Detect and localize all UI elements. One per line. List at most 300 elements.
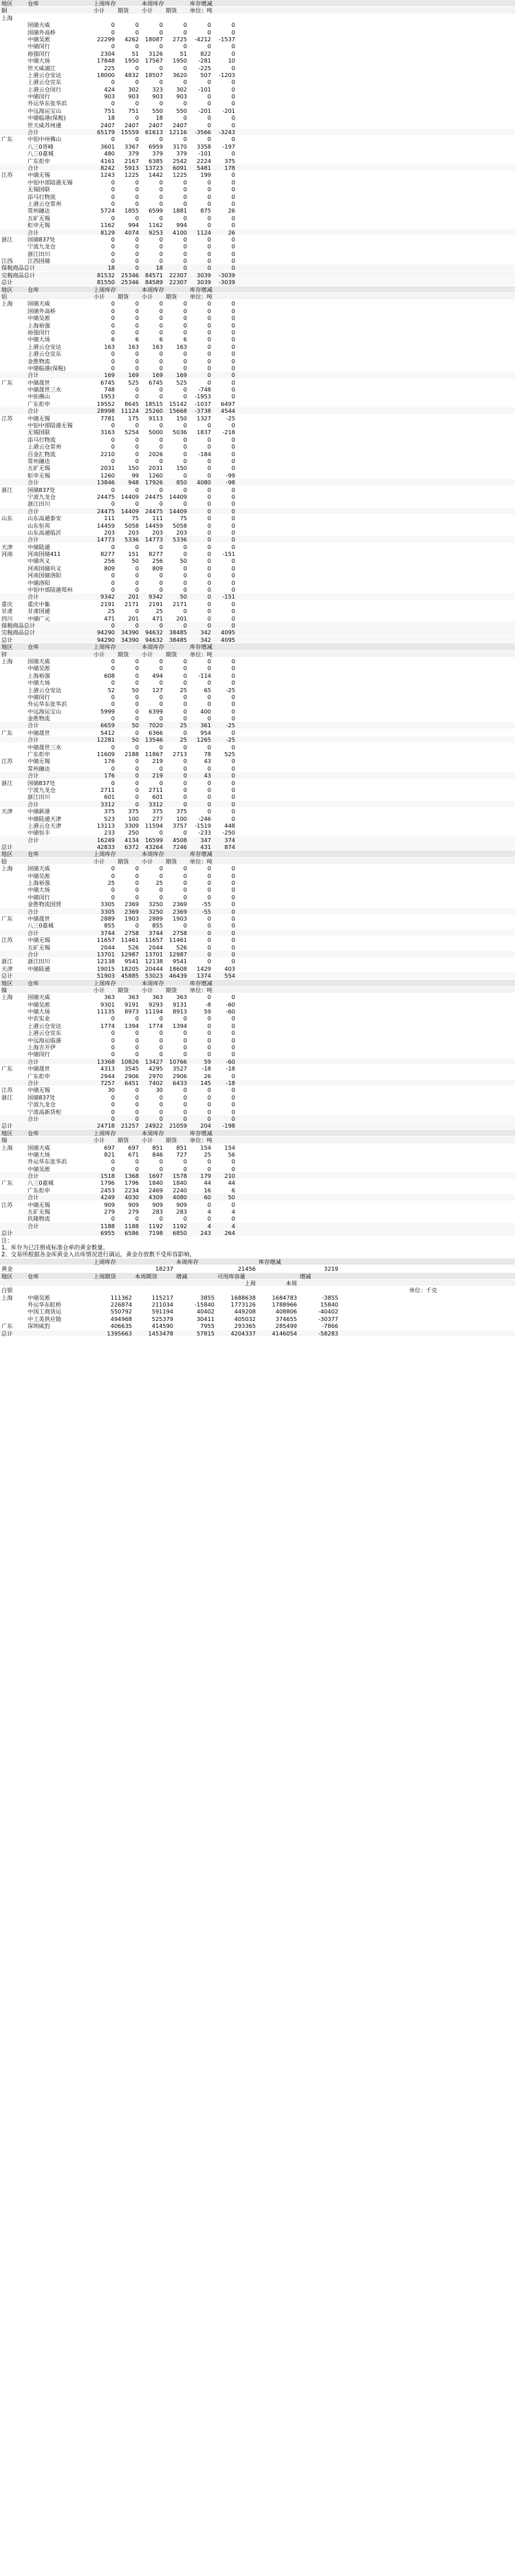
- region-cell: [0, 336, 26, 342]
- region-cell: [0, 65, 26, 71]
- region-cell: [0, 322, 26, 328]
- last-futures-cell: 50: [131, 686, 139, 694]
- last-futures-cell: 0: [135, 1051, 139, 1058]
- change-futures-cell: 0: [231, 800, 235, 808]
- metal-name: 锡: [1, 1137, 8, 1144]
- change-futures-cell: -250: [222, 829, 235, 837]
- header-futures: 期货: [118, 1137, 129, 1144]
- last-futures-cell: 250: [128, 829, 139, 837]
- last-subtotal-cell: 2453: [100, 1186, 115, 1194]
- change-futures-cell: 0: [231, 1101, 235, 1108]
- last-subtotal-cell: 0: [111, 1044, 115, 1051]
- last-futures-cell: 11461: [120, 936, 139, 944]
- last-futures-cell: 1188: [124, 1222, 139, 1230]
- change-subtotal-cell: -748: [198, 386, 211, 394]
- warehouse-cell: 中远海运宝山: [28, 707, 62, 715]
- silver-cell-7: -3855: [322, 1294, 338, 1301]
- change-futures-cell: 0: [231, 793, 235, 801]
- header-last-week: 上周库存: [94, 1129, 116, 1137]
- last-futures-cell: 0: [135, 543, 139, 550]
- table-row: [0, 879, 515, 886]
- table-row: [0, 386, 515, 393]
- this-futures-cell: 0: [183, 1108, 187, 1115]
- this-subtotal-cell: 0: [159, 235, 163, 243]
- change-subtotal-cell: 0: [207, 929, 211, 936]
- change-futures-cell: 0: [231, 214, 235, 222]
- region-cell: [0, 1058, 26, 1064]
- this-subtotal-cell: 13723: [144, 164, 163, 171]
- change-subtotal-cell: -55: [201, 908, 211, 915]
- this-subtotal-cell: 0: [159, 393, 163, 400]
- region-cell: [0, 386, 26, 392]
- header-subtotal: 小计: [94, 7, 105, 14]
- this-subtotal-cell: 3126: [149, 50, 163, 57]
- header-futures: 期货: [118, 986, 129, 994]
- change-subtotal-cell: 0: [207, 43, 211, 50]
- this-subtotal-cell: 846: [152, 1150, 163, 1158]
- table-row: [0, 400, 515, 407]
- change-futures-cell: 0: [231, 343, 235, 350]
- last-subtotal-cell: 0: [111, 443, 115, 451]
- region-cell: 总计: [1, 972, 13, 980]
- table-row: [0, 1208, 515, 1215]
- silver-header-7: 增减: [300, 1272, 311, 1280]
- this-subtotal-cell: 6: [159, 336, 163, 343]
- this-futures-cell: 0: [183, 886, 187, 894]
- silver-cell-6: 1788966: [272, 1301, 297, 1309]
- silver-cell-1: 深圳威豹: [28, 1322, 50, 1330]
- table-row: [0, 751, 515, 758]
- change-subtotal-cell: 1374: [197, 972, 211, 980]
- last-subtotal-cell: 0: [111, 186, 115, 193]
- total-row: [0, 1115, 515, 1122]
- this-subtotal-cell: 2044: [149, 943, 163, 951]
- header-change: 库存增减: [190, 643, 212, 651]
- this-subtotal-cell: 0: [159, 886, 163, 894]
- warehouse-cell: 中铝中部陆港无锡: [28, 422, 73, 429]
- note-text: 注：: [1, 1236, 13, 1244]
- region-cell: [0, 879, 26, 886]
- this-subtotal-cell: 0: [159, 328, 163, 336]
- this-futures-cell: 0: [183, 450, 187, 458]
- warehouse-cell: 中储闵行: [28, 43, 50, 50]
- this-futures-cell: 0: [183, 772, 187, 780]
- this-subtotal-cell: 1840: [149, 1179, 163, 1187]
- change-futures-cell: 0: [231, 557, 235, 565]
- warehouse-cell: 中储晟世: [28, 378, 50, 386]
- warehouse-cell: 宁波九龙仓: [28, 243, 56, 250]
- region-cell: [0, 872, 26, 879]
- last-futures-cell: 0: [135, 43, 139, 50]
- last-subtotal-cell: 0: [111, 364, 115, 372]
- last-futures-cell: 1796: [124, 1179, 139, 1187]
- change-subtotal-cell: -281: [198, 57, 211, 65]
- change-futures-cell: 0: [231, 28, 235, 36]
- header-subtotal: 小计: [142, 293, 153, 301]
- this-subtotal-cell: 0: [159, 21, 163, 29]
- last-subtotal-cell: 1518: [100, 1172, 115, 1180]
- this-futures-cell: 0: [183, 314, 187, 322]
- change-subtotal-cell: 3358: [197, 142, 211, 150]
- silver-cell-2: 111362: [110, 1294, 132, 1301]
- region-cell: [0, 1001, 26, 1007]
- last-subtotal-cell: 821: [104, 1150, 115, 1158]
- last-futures-cell: 279: [128, 1208, 139, 1216]
- region-cell: [0, 122, 26, 128]
- change-futures-cell: 0: [231, 43, 235, 50]
- last-subtotal-cell: 2711: [100, 786, 115, 793]
- header-last-week: 上周库存: [94, 643, 116, 651]
- change-futures-cell: 0: [231, 1158, 235, 1166]
- change-futures-cell: 0: [231, 958, 235, 965]
- last-subtotal-cell: 2944: [100, 1072, 115, 1080]
- total-row: [0, 1194, 515, 1201]
- warehouse-cell: 中储晟世: [28, 729, 50, 736]
- table-row: [0, 901, 515, 908]
- table-row: [0, 872, 515, 879]
- table-row: [0, 1044, 515, 1051]
- this-subtotal-cell: 11194: [144, 1008, 163, 1016]
- region-cell: [0, 72, 26, 78]
- total-row: [0, 279, 515, 286]
- change-futures-cell: 0: [231, 886, 235, 894]
- change-futures-cell: -98: [226, 479, 235, 486]
- region-cell: 广东: [1, 1065, 13, 1073]
- region-cell: [0, 43, 26, 49]
- region-cell: [0, 422, 26, 428]
- silver-cell-5: 293365: [234, 1322, 256, 1330]
- last-subtotal-cell: 2210: [100, 450, 115, 458]
- change-subtotal-cell: 0: [207, 422, 211, 429]
- this-subtotal-cell: 0: [159, 657, 163, 665]
- last-subtotal-cell: 4249: [100, 1194, 115, 1201]
- last-futures-cell: 0: [135, 21, 139, 29]
- header-warehouse: 仓库: [28, 850, 39, 858]
- last-subtotal-cell: 233: [104, 829, 115, 837]
- this-futures-cell: 0: [183, 865, 187, 872]
- table-row: [0, 550, 515, 557]
- this-subtotal-cell: 0: [159, 1044, 163, 1051]
- last-subtotal-cell: 256: [104, 557, 115, 565]
- table-row: [0, 472, 515, 479]
- region-cell: [0, 837, 26, 843]
- region-cell: [0, 57, 26, 63]
- this-futures-cell: 1578: [173, 1172, 187, 1180]
- last-futures-cell: 6451: [124, 1079, 139, 1086]
- warehouse-cell: 中储陆通: [28, 543, 50, 550]
- this-subtotal-cell: 363: [152, 994, 163, 1001]
- change-futures-cell: 0: [231, 328, 235, 336]
- table-row: [0, 179, 515, 186]
- header-this-week: 本周库存: [142, 286, 164, 293]
- table-row: [0, 186, 515, 193]
- this-futures-cell: 2171: [173, 600, 187, 608]
- last-subtotal-cell: 11609: [96, 751, 115, 758]
- warehouse-cell: 广东炬申: [28, 1072, 50, 1080]
- region-cell: [0, 479, 26, 485]
- silver-cell-3: 211034: [151, 1301, 173, 1309]
- change-futures-cell: -218: [222, 429, 235, 436]
- last-futures-cell: 302: [128, 85, 139, 93]
- warehouse-cell: 世天威苏州通: [28, 121, 62, 129]
- warehouse-cell: 中储吴淞: [28, 665, 50, 672]
- last-futures-cell: 4832: [124, 71, 139, 78]
- warehouse-cell: 宁波九龙仓: [28, 493, 56, 500]
- table-row: [0, 994, 515, 1000]
- change-futures-cell: 0: [231, 1201, 235, 1208]
- header-last-week: 上周库存: [94, 286, 116, 293]
- region-cell: 天津: [1, 808, 13, 815]
- last-futures-cell: 0: [135, 235, 139, 243]
- header-subtotal: 小计: [94, 650, 105, 658]
- this-futures-cell: 0: [183, 729, 187, 736]
- change-subtotal-cell: 199: [200, 171, 211, 179]
- this-futures-cell: 0: [183, 829, 187, 837]
- change-futures-cell: 0: [231, 1115, 235, 1122]
- last-futures-cell: 15559: [120, 129, 139, 136]
- total-row: [0, 951, 515, 958]
- change-subtotal-cell: 0: [207, 1108, 211, 1115]
- table-row: [0, 922, 515, 929]
- this-subtotal-cell: 2026: [149, 450, 163, 458]
- region-cell: 甘肃: [1, 608, 13, 615]
- this-subtotal-cell: 471: [152, 614, 163, 622]
- warehouse-cell: 合计: [28, 593, 39, 601]
- silver-row: [0, 1330, 515, 1337]
- change-subtotal-cell: 0: [207, 114, 211, 122]
- region-cell: 总计: [1, 636, 13, 643]
- silver-cell-3: 115217: [151, 1294, 173, 1301]
- this-futures-cell: 8913: [173, 1008, 187, 1016]
- last-futures-cell: 34390: [120, 629, 139, 636]
- silver-cell-5: 4204337: [230, 1329, 256, 1337]
- last-futures-cell: 0: [135, 679, 139, 687]
- last-futures-cell: 0: [135, 328, 139, 336]
- region-cell: 完税商品总计: [1, 629, 36, 636]
- this-futures-cell: 0: [183, 1165, 187, 1172]
- this-subtotal-cell: 7020: [149, 722, 163, 729]
- table-row: [0, 1215, 515, 1222]
- warehouse-cell: 中储临港(保税): [28, 364, 66, 372]
- this-futures-cell: 0: [183, 543, 187, 550]
- warehouse-cell: 裕强闵行: [28, 50, 50, 57]
- last-futures-cell: [116, 14, 140, 21]
- last-subtotal-cell: 0: [111, 1036, 115, 1044]
- change-subtotal-cell: 0: [207, 1115, 211, 1122]
- this-subtotal-cell: 0: [159, 700, 163, 708]
- last-futures-cell: 2167: [124, 157, 139, 164]
- this-futures-cell: 0: [183, 264, 187, 272]
- warehouse-cell: 中储新港: [28, 808, 50, 815]
- change-subtotal-cell: 5481: [197, 164, 211, 171]
- this-futures-cell: 0: [183, 1115, 187, 1122]
- silver-cell-6: 374655: [275, 1315, 297, 1322]
- change-subtotal-cell: -233: [198, 829, 211, 837]
- change-subtotal-cell: [188, 14, 212, 21]
- change-futures-cell: 525: [224, 751, 235, 758]
- this-futures-cell: 6091: [173, 164, 187, 171]
- region-cell: [0, 1015, 26, 1021]
- change-subtotal-cell: 0: [207, 893, 211, 901]
- change-futures-cell: 0: [231, 171, 235, 179]
- last-subtotal-cell: 0: [111, 200, 115, 207]
- last-futures-cell: 0: [135, 586, 139, 594]
- region-cell: [0, 50, 26, 56]
- table-row: [0, 14, 515, 21]
- change-subtotal-cell: 1124: [197, 228, 211, 236]
- total-row: [0, 736, 515, 743]
- last-subtotal-cell: 0: [111, 657, 115, 665]
- this-futures-cell: 0: [183, 621, 187, 629]
- change-subtotal-cell: 44: [204, 1179, 211, 1187]
- region-cell: 江苏: [1, 414, 13, 422]
- last-futures-cell: 1368: [124, 1172, 139, 1180]
- change-subtotal-cell: 0: [207, 922, 211, 930]
- change-subtotal-cell: 0: [207, 522, 211, 529]
- header-last-week: 上周库存: [94, 979, 116, 987]
- change-subtotal-cell: 0: [207, 186, 211, 193]
- warehouse-cell: 中储洛阳: [28, 579, 50, 586]
- last-subtotal-cell: 8277: [100, 550, 115, 558]
- total-row: [0, 629, 515, 636]
- warehouse-cell: 重庆中集: [28, 600, 50, 608]
- last-subtotal-cell: 697: [104, 1144, 115, 1151]
- region-cell: 广东: [1, 1179, 13, 1187]
- change-futures-cell: -60: [226, 1058, 235, 1065]
- change-subtotal-cell: 0: [207, 507, 211, 515]
- this-subtotal-cell: 0: [159, 458, 163, 464]
- last-subtotal-cell: 0: [111, 28, 115, 36]
- change-futures-cell: 0: [231, 50, 235, 57]
- last-futures-cell: 379: [128, 150, 139, 158]
- warehouse-cell: 无锡国联: [28, 429, 50, 436]
- last-futures-cell: 0: [135, 865, 139, 872]
- this-subtotal-cell: 0: [159, 743, 163, 751]
- change-futures-cell: 0: [231, 1036, 235, 1044]
- this-subtotal-cell: 11867: [144, 751, 163, 758]
- last-futures-cell: 0: [135, 500, 139, 508]
- this-subtotal-cell: 0: [159, 136, 163, 143]
- header-change: 库存增减: [190, 850, 212, 858]
- change-subtotal-cell: 0: [207, 1101, 211, 1108]
- table-row: [0, 708, 515, 715]
- this-subtotal-cell: 14459: [144, 522, 163, 529]
- gold-value-1: 21456: [237, 1265, 256, 1273]
- change-futures-cell: 0: [231, 1029, 235, 1037]
- change-futures-cell: 0: [231, 936, 235, 944]
- change-subtotal-cell: 0: [207, 471, 211, 479]
- this-futures-cell: 0: [183, 28, 187, 36]
- this-subtotal-cell: 17567: [144, 57, 163, 65]
- region-cell: [0, 350, 26, 356]
- last-futures-cell: 4030: [124, 1194, 139, 1201]
- last-subtotal-cell: 0: [111, 693, 115, 700]
- this-futures-cell: 850: [176, 479, 187, 486]
- this-futures-cell: 851: [176, 1144, 187, 1151]
- change-subtotal-cell: 0: [207, 550, 211, 558]
- region-cell: [0, 529, 26, 535]
- last-futures-cell: 525: [128, 378, 139, 386]
- last-subtotal-cell: 11135: [96, 1008, 115, 1016]
- total-row: [0, 722, 515, 729]
- change-subtotal-cell: 0: [207, 336, 211, 343]
- region-cell: [0, 372, 26, 378]
- gold-header-row: [0, 1258, 515, 1265]
- last-futures-cell: 0: [135, 136, 139, 143]
- region-cell: [0, 572, 26, 578]
- silver-row: [0, 1322, 515, 1329]
- change-futures-cell: 554: [224, 972, 235, 980]
- change-futures-cell: -18: [226, 1079, 235, 1086]
- change-futures-cell: 0: [231, 121, 235, 129]
- change-futures-cell: -3039: [219, 279, 235, 286]
- change-subtotal-cell: 822: [200, 50, 211, 57]
- change-subtotal-cell: 0: [207, 586, 211, 594]
- last-subtotal-cell: 1796: [100, 1179, 115, 1187]
- last-futures-cell: 0: [135, 214, 139, 222]
- warehouse-cell: 常州融达: [28, 207, 50, 215]
- last-subtotal-cell: 3305: [100, 908, 115, 915]
- last-futures-cell: 671: [128, 1150, 139, 1158]
- change-futures-cell: 26: [228, 207, 235, 215]
- last-futures-cell: 0: [135, 564, 139, 572]
- total-row: [0, 1122, 515, 1129]
- change-subtotal-cell: 0: [207, 715, 211, 722]
- silver-section: 白银: [1, 1287, 13, 1294]
- last-futures-cell: 0: [135, 436, 139, 443]
- change-subtotal-cell: 0: [207, 515, 211, 522]
- last-futures-cell: 0: [135, 64, 139, 72]
- table-row: [0, 136, 515, 142]
- this-subtotal-cell: 1162: [149, 222, 163, 229]
- last-subtotal-cell: 176: [104, 758, 115, 765]
- warehouse-cell: 上港云仓宜东: [28, 350, 62, 358]
- last-futures-cell: 0: [135, 1093, 139, 1101]
- header-futures: 期货: [166, 650, 177, 658]
- blank-cell: [26, 987, 92, 993]
- this-futures-cell: 1394: [173, 1022, 187, 1029]
- this-futures-cell: 0: [183, 178, 187, 186]
- this-subtotal-cell: 0: [159, 486, 163, 493]
- change-subtotal-cell: 0: [207, 764, 211, 772]
- region-cell: [0, 93, 26, 99]
- this-subtotal-cell: 601: [152, 793, 163, 801]
- last-subtotal-cell: 12281: [96, 736, 115, 744]
- table-row: [0, 672, 515, 679]
- header-region: 地区: [1, 0, 13, 7]
- change-futures-cell: 0: [231, 321, 235, 329]
- warehouse-cell: [26, 972, 92, 978]
- region-cell: [0, 243, 26, 249]
- last-futures-cell: 697: [128, 1144, 139, 1151]
- this-subtotal-cell: 0: [159, 243, 163, 250]
- change-subtotal-cell: 0: [207, 800, 211, 808]
- section-header-row: [0, 0, 515, 7]
- change-subtotal-cell: 0: [207, 693, 211, 700]
- this-subtotal-cell: 0: [159, 1115, 163, 1122]
- change-subtotal-cell: 0: [207, 458, 211, 464]
- this-futures-cell: 0: [183, 1215, 187, 1223]
- change-subtotal-cell: 25: [204, 1150, 211, 1158]
- last-futures-cell: 150: [128, 464, 139, 472]
- silver-cell-2: 494968: [110, 1315, 132, 1322]
- last-subtotal-cell: [92, 14, 116, 21]
- warehouse-cell: 中储晟世三水: [28, 386, 62, 394]
- last-futures-cell: 363: [128, 994, 139, 1001]
- change-futures-cell: 0: [231, 672, 235, 679]
- region-cell: 江苏: [1, 1086, 13, 1094]
- total-row: [0, 772, 515, 779]
